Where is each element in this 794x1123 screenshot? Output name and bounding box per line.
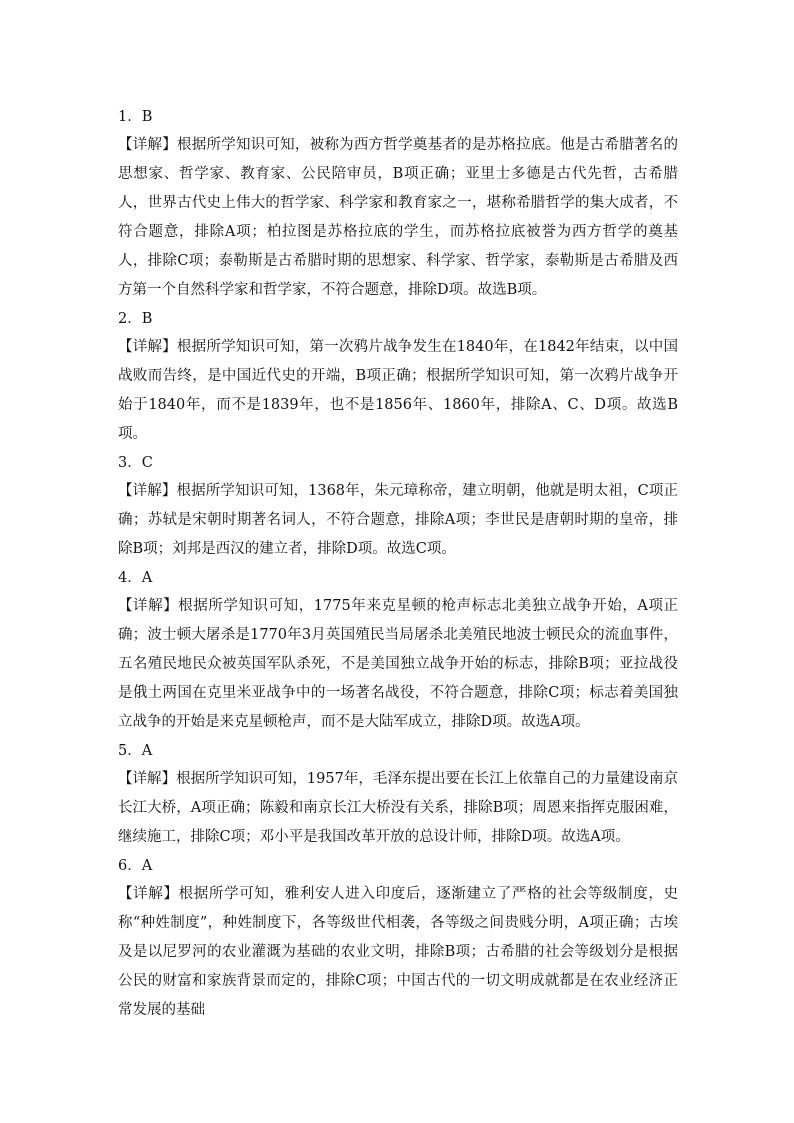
explanation-text: 根据所学知识可知，被称为西方哲学奠基者的是苏格拉底。他是古希腊著名的思想家、哲学家、教育家、公民陪审员，B项正确；亚里士多德是古代先哲，古希腊人，世界古代史上伟大的哲学家、科学家和教育家之一，堪称希腊哲学的集大成者，不符合题意，排除A项；柏拉图是苏格拉底的学生，而苏格拉底被誉为西方哲学的奠基人，排除C项；泰勒斯是古希腊时期的思想家、科学家、哲学家，泰勒斯是古希腊及西方第一个自然科学家和哲学家，不符合题意，排除D项。故选B项。: [118, 137, 679, 298]
explanation: [118, 592, 678, 737]
explanation-tag: 【详解】: [118, 886, 179, 902]
explanation-tag: 【详解】: [118, 598, 179, 614]
explanation-tag: 【详解】: [118, 137, 177, 153]
answer-label: 2．B: [118, 311, 153, 327]
explanation: [118, 477, 678, 564]
explanation: [118, 333, 678, 449]
explanation-tag: 【详解】: [118, 483, 177, 499]
answer-label: 4．A: [118, 570, 153, 586]
explanation-text: 根据所学可知，雅利安人进入印度后，逐渐建立了严格的社会等级制度，史称“种姓制度”，种姓制度下，各等级世代相袭，各等级之间贵贱分明，A项正确；古埃及是以尼罗河的农业灌溉为基础的农业文明，排除B项；古希腊的社会等级划分是根据公民的财富和家族背景而定的，排除C项；中国古代的一切文明成就都是在农业经济正常发展的基础: [118, 886, 679, 1018]
answer-item-3: [118, 449, 678, 564]
explanation-text: 根据所学知识可知，1775年来克星顿的枪声标志北美独立战争开始，A项正确；波士顿大屠杀是1770年3月英国殖民当局屠杀北美殖民地波士顿民众的流血事件，五名殖民地民众被英国军队杀死，不是美国独立战争开始的标志，排除B项；亚拉战役是俄土两国在克里米亚战争中的一场著名战役，不符合题意，排除C项；标志着美国独立战争的开始是来克星顿枪声，而不是大陆军成立，排除D项。故选A项。: [118, 598, 679, 730]
explanation-tag: 【详解】: [118, 339, 177, 355]
explanation-tag: 【详解】: [118, 771, 177, 787]
answer-label: 5．A: [118, 743, 153, 759]
answer-item-1: [118, 103, 678, 305]
answer-item-6: [118, 852, 678, 1025]
explanation-text: 根据所学知识可知，第一次鸦片战争发生在1840年，在1842年结束，以中国战败而告终，是中国近代史的开端，B项正确；根据所学知识可知，第一次鸦片战争开始于1840年，而不是1839年，也不是1856年、1860年，排除A、C、D项。故选B项。: [118, 339, 678, 442]
answer-item-5: [118, 737, 678, 852]
explanation: [118, 131, 678, 305]
explanation-text: 根据所学知识可知，1957年，毛泽东提出要在长江上依靠自己的力量建设南京长江大桥，A项正确；陈毅和南京长江大桥没有关系，排除B项；周恩来指挥克服困难，继续施工，排除C项；邓小平是我国改革开放的总设计师，排除D项。故选A项。: [118, 771, 678, 845]
answer-item-2: [118, 305, 678, 449]
answer-document: [118, 103, 678, 1025]
explanation: [118, 880, 678, 1025]
explanation: [118, 765, 678, 852]
answer-label: 6．A: [118, 858, 153, 874]
answer-item-4: [118, 564, 678, 737]
answer-label: 1．B: [118, 109, 153, 125]
explanation-text: 根据所学知识可知，1368年，朱元璋称帝，建立明朝，他就是明太祖，C项正确；苏轼是宋朝时期著名词人，不符合题意，排除A项；李世民是唐朝时期的皇帝，排除B项；刘邦是西汉的建立者，排除D项。故选C项。: [118, 483, 678, 557]
answer-label: 3．C: [118, 455, 153, 471]
